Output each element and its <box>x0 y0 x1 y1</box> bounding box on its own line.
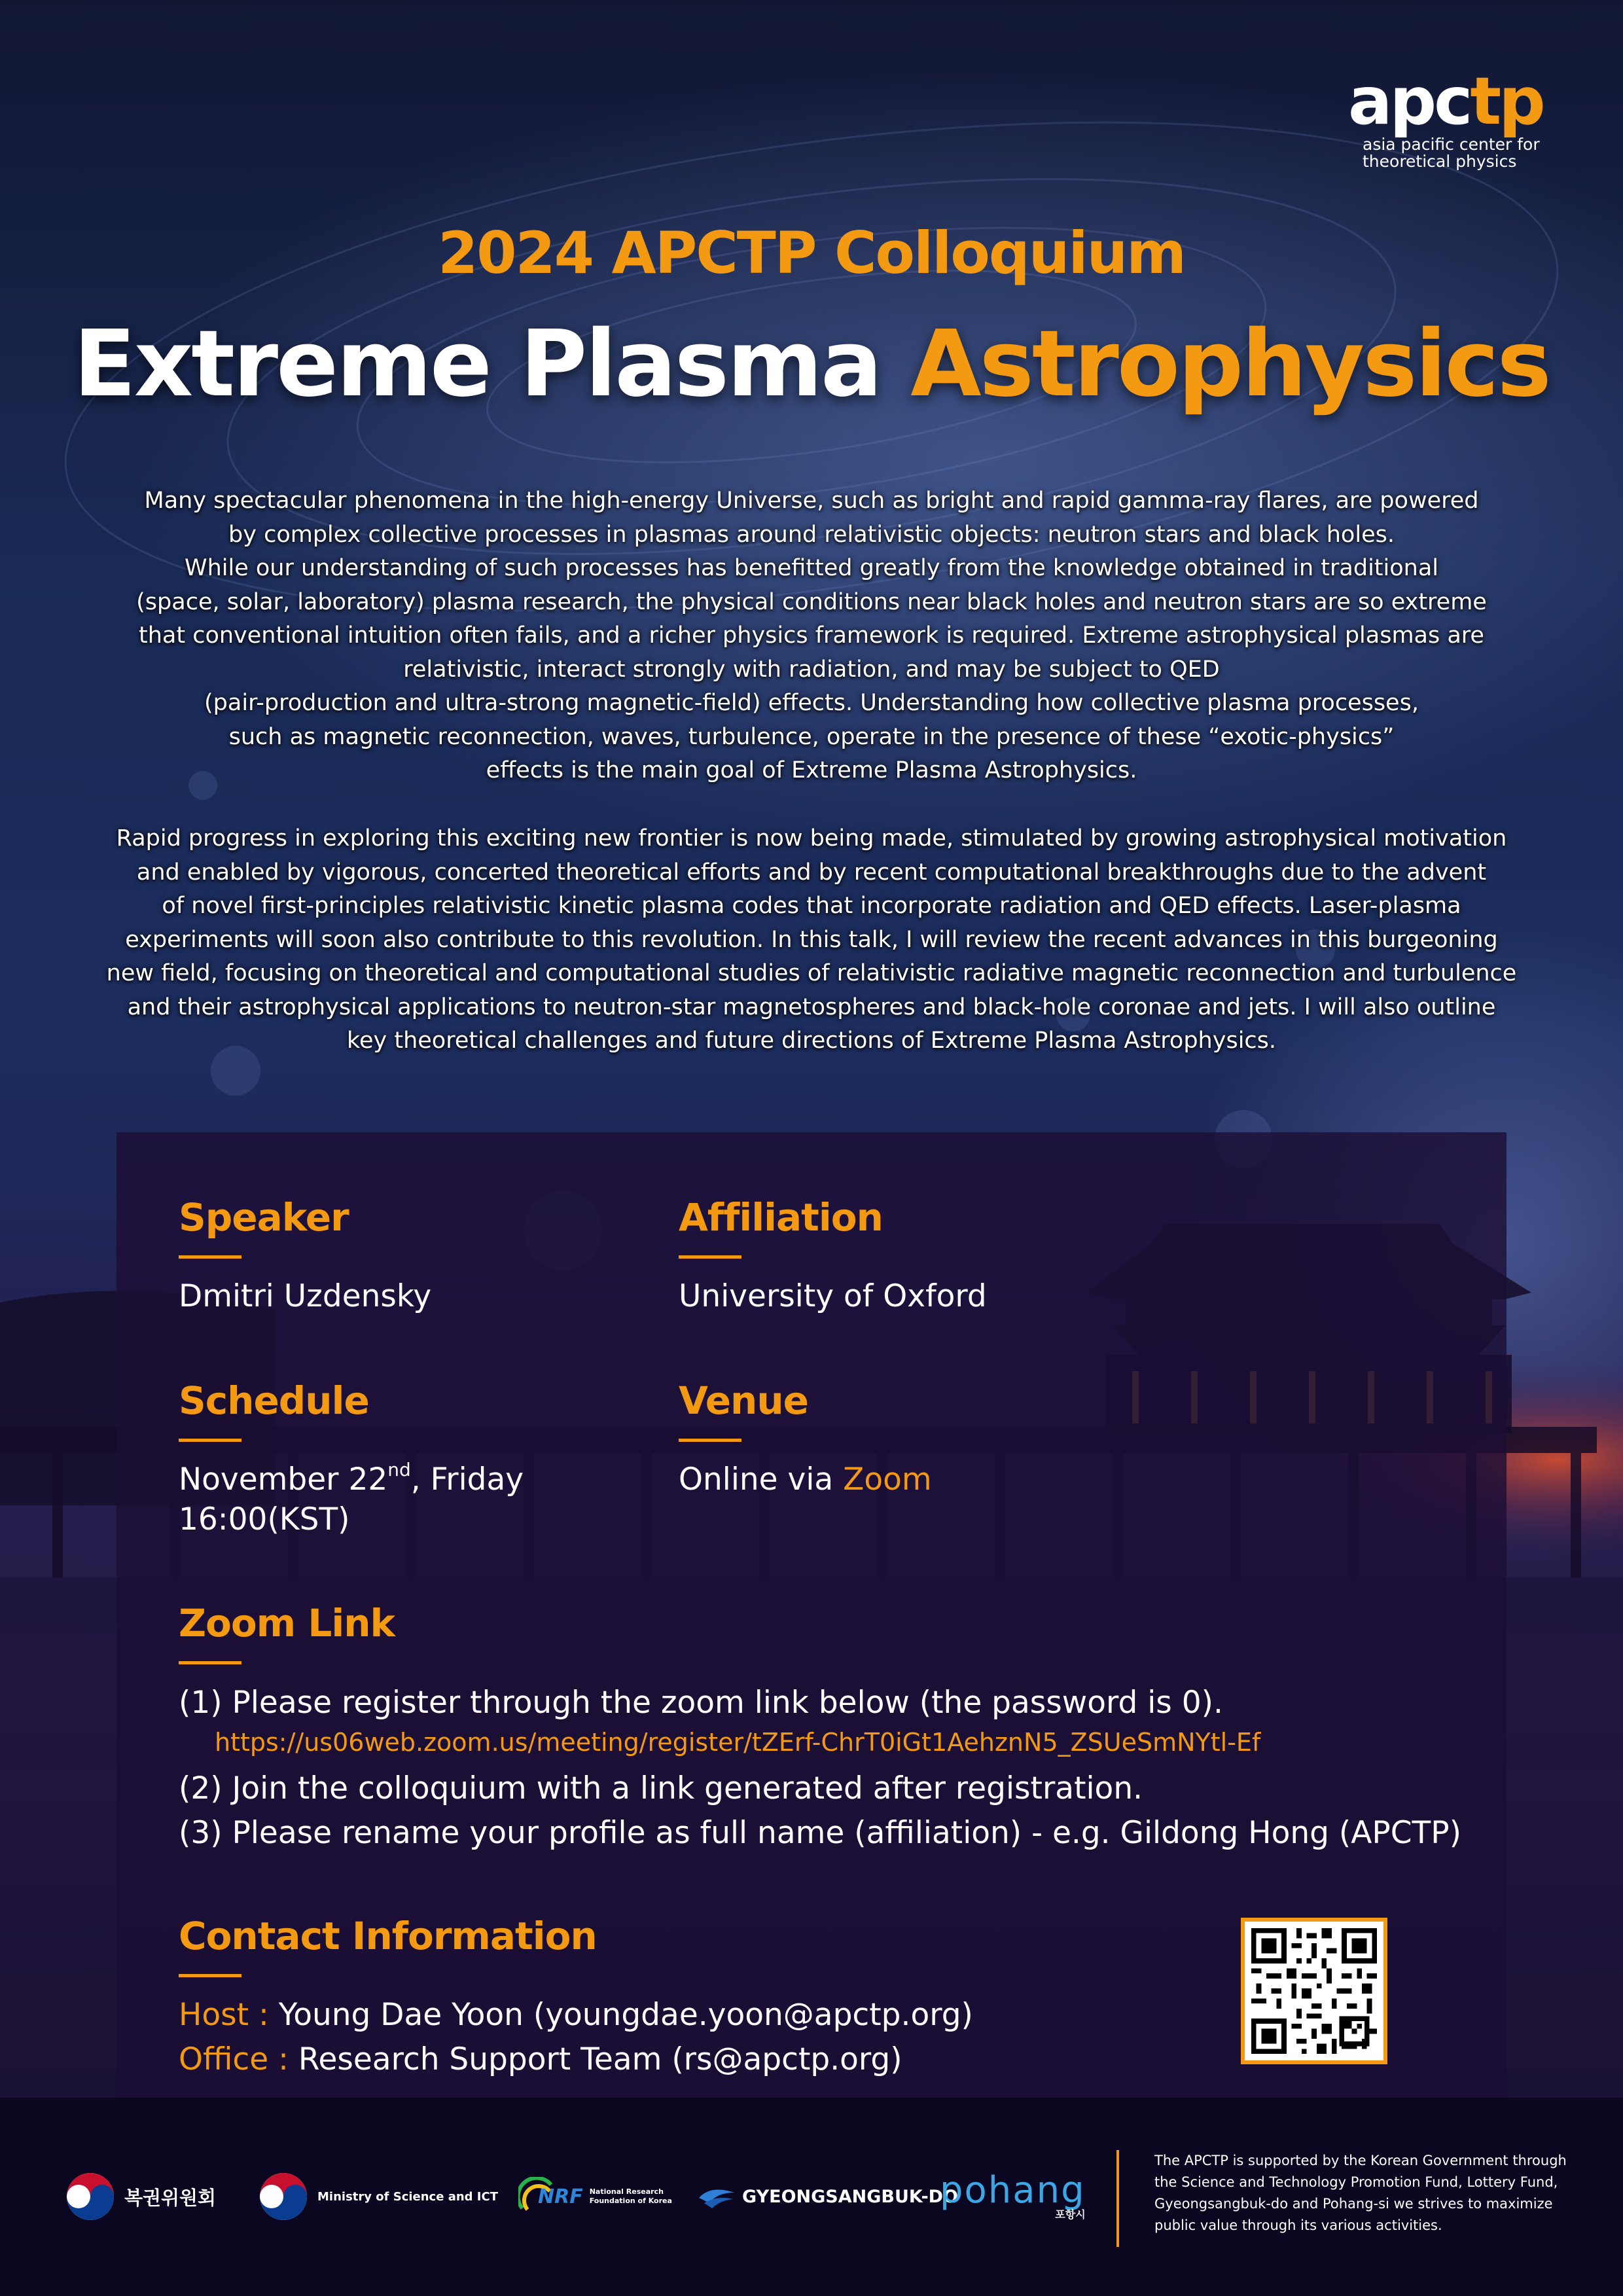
zoom-venue-link[interactable]: Zoom <box>843 1462 932 1498</box>
ministry-science-ict-logo: Ministry of Science and ICT <box>259 2172 498 2221</box>
lottery-commission-logo: 복권위원회 <box>65 2172 216 2221</box>
contact-rule <box>179 1974 241 1977</box>
abstract-line: of novel first-principles relativistic kinetic plasma codes that incorporate radiation and QED effects. Laser-plasma <box>162 893 1461 919</box>
office-email[interactable]: Research Support Team (rs@apctp.org) <box>298 2041 902 2077</box>
taegeuk-icon <box>65 2172 115 2221</box>
affiliation-rule <box>679 1255 741 1259</box>
abstract-paragraph-2 <box>85 822 1538 1058</box>
abstract-line: new field, focusing on theoretical and computational studies of relativistic radiative magnetic reconnection and turbulence <box>106 960 1517 986</box>
abstract-line: effects is the main goal of Extreme Plasma Astrophysics. <box>486 757 1137 783</box>
title-orange-part: Astrophysics <box>910 311 1550 418</box>
title-white-part: Extreme Plasma <box>73 311 911 418</box>
gyeongbuk-emblem-icon <box>698 2183 736 2210</box>
logo-subtitle-line1: asia pacific center for <box>1363 135 1540 154</box>
zoom-registration-link[interactable]: https://us06web.zoom.us/meeting/register/tZErf-ChrT0iGt1AehznN5_ZSUeSmNYtl-Ef <box>215 1728 1261 1757</box>
abstract-line: (space, solar, laboratory) plasma research, the physical conditions near black holes and neutron stars are so extreme <box>136 588 1487 615</box>
abstract-line: Rapid progress in exploring this exciting new frontier is now being made, stimulated by growing astrophysical motivation <box>116 825 1507 852</box>
venue-value: Online via Zoom <box>679 1462 932 1498</box>
venue-rule <box>679 1439 741 1442</box>
abstract-paragraph-1 <box>85 484 1538 788</box>
footer-funding-note: The APCTP is supported by the Korean Government through the Science and Technology Promotion Fund, Lottery Fund, Gyeongsangbuk-do and Pohang-si we strives to maximize public value through its various activities. <box>1154 2153 1567 2233</box>
schedule-date: November 22nd, Friday <box>179 1459 524 1498</box>
qr-code[interactable] <box>1241 1918 1387 2064</box>
logo-subtitle-line2: theoretical physics <box>1363 152 1517 171</box>
event-kicker: 2024 APCTP Colloquium <box>438 219 1185 287</box>
page-title <box>0 311 1623 418</box>
contact-label: Contact Information <box>179 1914 597 1958</box>
apctp-logo <box>1348 65 1584 171</box>
abstract-line: and enabled by vigorous, concerted theoretical efforts and by recent computational breakthroughs due to the advent <box>136 859 1487 886</box>
schedule-time: 16:00(KST) <box>179 1501 350 1537</box>
qr-code-icon <box>1251 1928 1377 2054</box>
zoom-link-label: Zoom Link <box>179 1601 395 1645</box>
abstract-line: such as magnetic reconnection, waves, turbulence, operate in the presence of these “exotic-physics” <box>228 723 1395 750</box>
affiliation-label: Affiliation <box>679 1195 883 1240</box>
affiliation-value: University of Oxford <box>679 1278 987 1314</box>
zoom-link-rule <box>179 1661 241 1664</box>
abstract-line: by complex collective processes in plasmas around relativistic objects: neutron stars and black holes. <box>228 521 1395 548</box>
pohang-logo: pohang 포항시 <box>940 2169 1086 2221</box>
schedule-label: Schedule <box>179 1378 369 1423</box>
speaker-label: Speaker <box>179 1195 349 1240</box>
nrf-logo: NRF National Research Foundation of Korea <box>518 2172 672 2221</box>
apctp-wordmark: apctp <box>1348 63 1543 139</box>
abstract-line: relativistic, interact strongly with radiation, and may be subject to QED <box>403 656 1220 683</box>
taegeuk-icon <box>259 2172 308 2221</box>
host-contact: Host : Young Dae Yoon (youngdae.yoon@apctp.org) <box>179 1997 973 2033</box>
gyeongsangbuk-do-logo: GYEONGSANGBUK-DO <box>698 2172 958 2221</box>
abstract-line: (pair-production and ultra-strong magnetic-field) effects. Understanding how collective plasma processes, <box>204 690 1419 716</box>
schedule-rule <box>179 1439 241 1442</box>
abstract-line: key theoretical challenges and future directions of Extreme Plasma Astrophysics. <box>346 1028 1277 1054</box>
abstract-line: experiments will soon also contribute to this revolution. In this talk, I will review the recent advances in this burgeoning <box>125 926 1498 953</box>
abstract-line: Many spectacular phenomena in the high-energy Universe, such as bright and rapid gamma-ray flares, are powered <box>144 488 1479 514</box>
speaker-name: Dmitri Uzdensky <box>179 1278 432 1314</box>
zoom-step-3: (3) Please rename your profile as full name (affiliation) - e.g. Gildong Hong (APCTP) <box>179 1815 1461 1851</box>
footer-divider <box>1116 2150 1119 2247</box>
abstract-line: While our understanding of such processes has benefitted greatly from the knowledge obtained in traditional <box>184 555 1439 581</box>
zoom-step-2: (2) Join the colloquium with a link generated after registration. <box>179 1770 1143 1806</box>
venue-label: Venue <box>679 1378 808 1423</box>
speaker-rule <box>179 1255 241 1259</box>
abstract-line: that conventional intuition often fails, and a richer physics framework is required. Extreme astrophysical plasmas are <box>139 622 1484 649</box>
office-contact: Office : Research Support Team (rs@apctp.org) <box>179 2041 902 2077</box>
host-email[interactable]: Young Dae Yoon (youngdae.yoon@apctp.org) <box>278 1997 973 2033</box>
zoom-step-1: (1) Please register through the zoom link below (the password is 0). <box>179 1685 1223 1721</box>
abstract-line: and their astrophysical applications to neutron-star magnetospheres and black-hole coronae and jets. I will also outline <box>127 994 1496 1020</box>
